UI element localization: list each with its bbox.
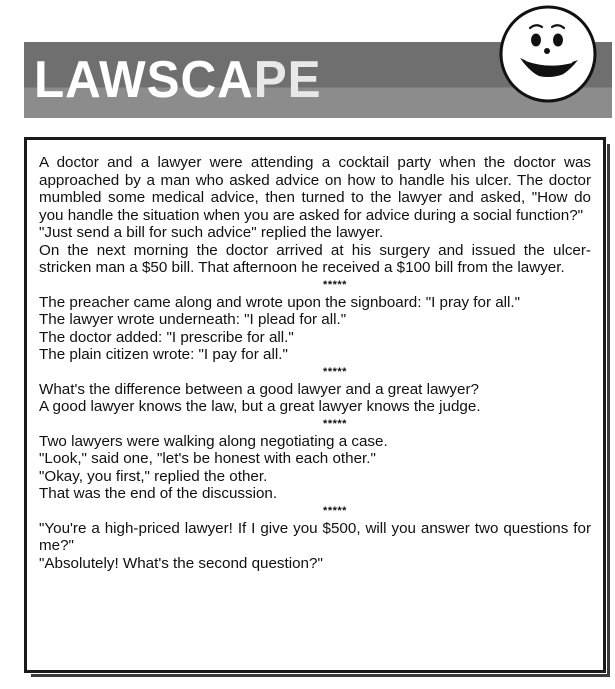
joke-line: A good lawyer knows the law, but a great lawyer knows the judge.: [39, 398, 481, 415]
joke-line: The doctor added: "I prescribe for all.": [39, 328, 294, 346]
joke-line: "Absolutely! What's the second question?": [39, 554, 323, 572]
joke-separator: *****: [323, 504, 347, 517]
joke-line: "Okay, you first," replied the other.: [39, 467, 268, 485]
joke-separator: *****: [323, 417, 347, 430]
joke-1: [39, 154, 591, 277]
joke-2: [39, 294, 591, 364]
joke-line: The plain citizen wrote: "I pay for all.": [39, 346, 288, 363]
joke-line: Two lawyers were walking along negotiating a case.: [39, 432, 388, 450]
joke-3: [39, 381, 591, 416]
joke-line: The lawyer wrote underneath: "I plead for all.": [39, 311, 347, 328]
title-main: LAWSCA: [34, 51, 254, 109]
jokes-content: [39, 154, 591, 572]
joke-line: That was the end of the discussion.: [39, 485, 278, 502]
joke-separator: *****: [323, 365, 347, 378]
joke-line: "Look," said one, "let's be honest with each other.": [39, 450, 376, 467]
joke-5: [39, 520, 591, 573]
joke-line: "You're a high-priced lawyer! If I give you $500, will you answer two questions for me?": [39, 519, 591, 554]
jokes-card: [24, 137, 606, 673]
joke-line: A doctor and a lawyer were attending a cocktail party when the doctor was approached by a man who asked advice on how to handle his ulcer. The doctor mumbled some medical advice, then turned to the lawyer and asked, "How do you handle the situation when you are asked for advice during a social function?": [39, 154, 591, 224]
joke-line: The preacher came along and wrote upon the signboard: "I pray for all.": [39, 293, 521, 311]
page-title: [34, 50, 322, 110]
joke-4: [39, 433, 591, 503]
smiley-face-icon: [496, 2, 600, 106]
title-fade: PE: [253, 51, 322, 109]
joke-separator: *****: [323, 278, 347, 291]
joke-line: "Just send a bill for such advice" replied the lawyer.: [39, 224, 384, 241]
joke-line: On the next morning the doctor arrived at his surgery and issued the ulcer-stricken man a $50 bill. That afternoon he received a $100 bill from the lawyer.: [39, 241, 591, 276]
joke-line: What's the difference between a good lawyer and a great lawyer?: [39, 380, 479, 398]
